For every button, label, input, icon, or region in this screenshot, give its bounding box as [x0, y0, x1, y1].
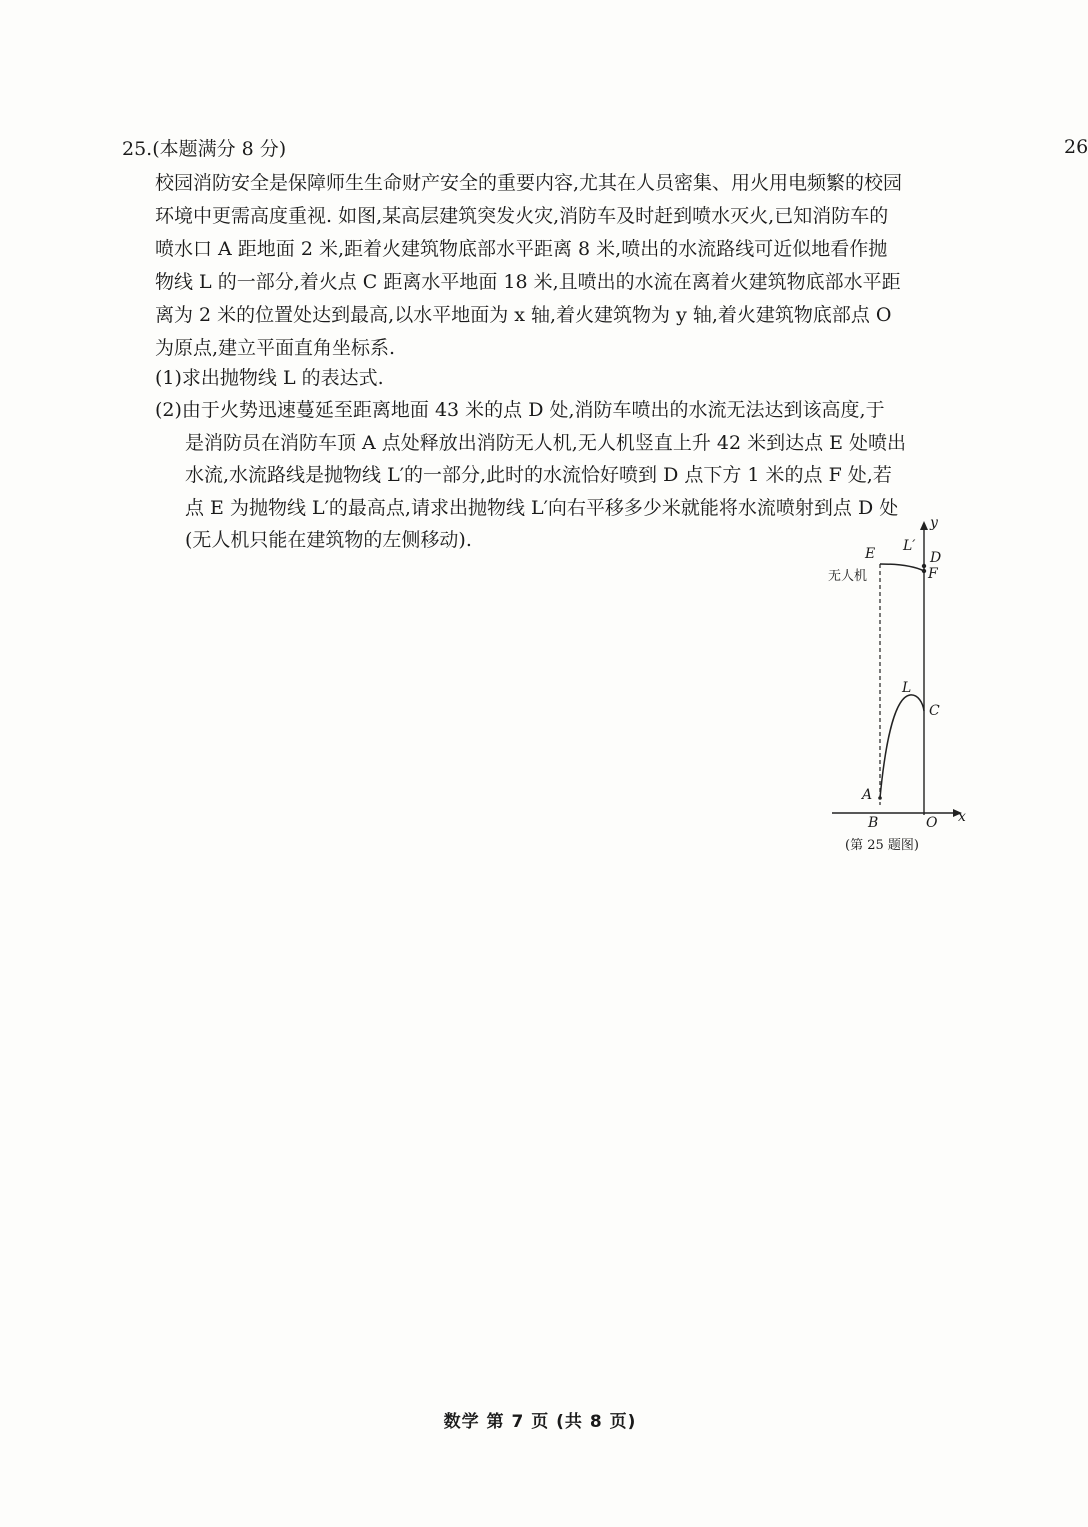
parabola-l — [880, 695, 924, 798]
part-2-line: 点 E 为抛物线 L′的最高点,请求出抛物线 L′向右平移多少米就能将水流喷射到点 D 处 — [185, 496, 899, 519]
label-o: O — [926, 815, 938, 831]
question-number: 25.(本题满分 8 分) — [122, 138, 287, 160]
label-y-axis: y — [930, 515, 938, 531]
y-axis-arrow — [920, 521, 928, 530]
part-2-line: 是消防员在消防车顶 A 点处释放出消防无人机,无人机竖直上升 42 米到达点 E 处喷出 — [185, 431, 907, 454]
point-a — [878, 796, 882, 800]
stem-line: 喷水口 A 距地面 2 米,距着火建筑物底部水平距离 8 米,喷出的水流路线可近似地看作抛 — [155, 238, 888, 260]
part-2-line: 水流,水流路线是抛物线 L′的一部分,此时的水流恰好喷到 D 点下方 1 米的点 F 处,若 — [185, 464, 892, 486]
label-b: B — [868, 815, 879, 831]
part-1 — [155, 362, 985, 395]
label-f: F — [928, 566, 938, 582]
label-l: L — [902, 680, 912, 696]
figure-caption: (第 25 题图) — [845, 838, 919, 853]
label-d: D — [930, 550, 942, 566]
label-a: A — [862, 787, 873, 803]
point-d — [922, 564, 926, 568]
label-c: C — [929, 703, 940, 719]
stem-line: 为原点,建立平面直角坐标系. — [155, 337, 396, 359]
parabola-l-prime — [880, 564, 924, 571]
point-f — [922, 569, 926, 573]
label-x-axis: x — [958, 809, 966, 825]
part-2-line: (2)由于火势迅速蔓延至距离地面 43 米的点 D 处,消防车喷出的水流无法达到该高度,于 — [155, 399, 885, 421]
part-2-line: (无人机只能在建筑物的左侧移动). — [185, 529, 472, 551]
corner-page-mark: 26 — [1064, 136, 1088, 158]
stem-line: 环境中更需高度重视. 如图,某高层建筑突发火灾,消防车及时赶到喷水灭火,已知消防车的 — [155, 205, 889, 227]
part-1-text: (1)求出抛物线 L 的表达式. — [155, 367, 384, 389]
label-e: E — [865, 546, 876, 562]
stem-line: 物线 L 的一部分,着火点 C 距离水平地面 18 米,且喷出的水流在离着火建筑物底部水平距 — [155, 271, 901, 293]
stem-line: 离为 2 米的位置处达到最高,以水平地面为 x 轴,着火建筑物为 y 轴,着火建筑物底部点 O — [155, 304, 892, 326]
page-footer: 数学 第 7 页 (共 8 页) — [443, 1412, 637, 1432]
label-drone: 无人机 — [828, 569, 868, 584]
figure-25 — [820, 515, 980, 860]
stem-line: 校园消防安全是保障师生生命财产安全的重要内容,尤其在人员密集、用火用电频繁的校园 — [155, 172, 903, 194]
label-l-prime: L′ — [903, 538, 916, 554]
question-stem — [155, 167, 975, 365]
